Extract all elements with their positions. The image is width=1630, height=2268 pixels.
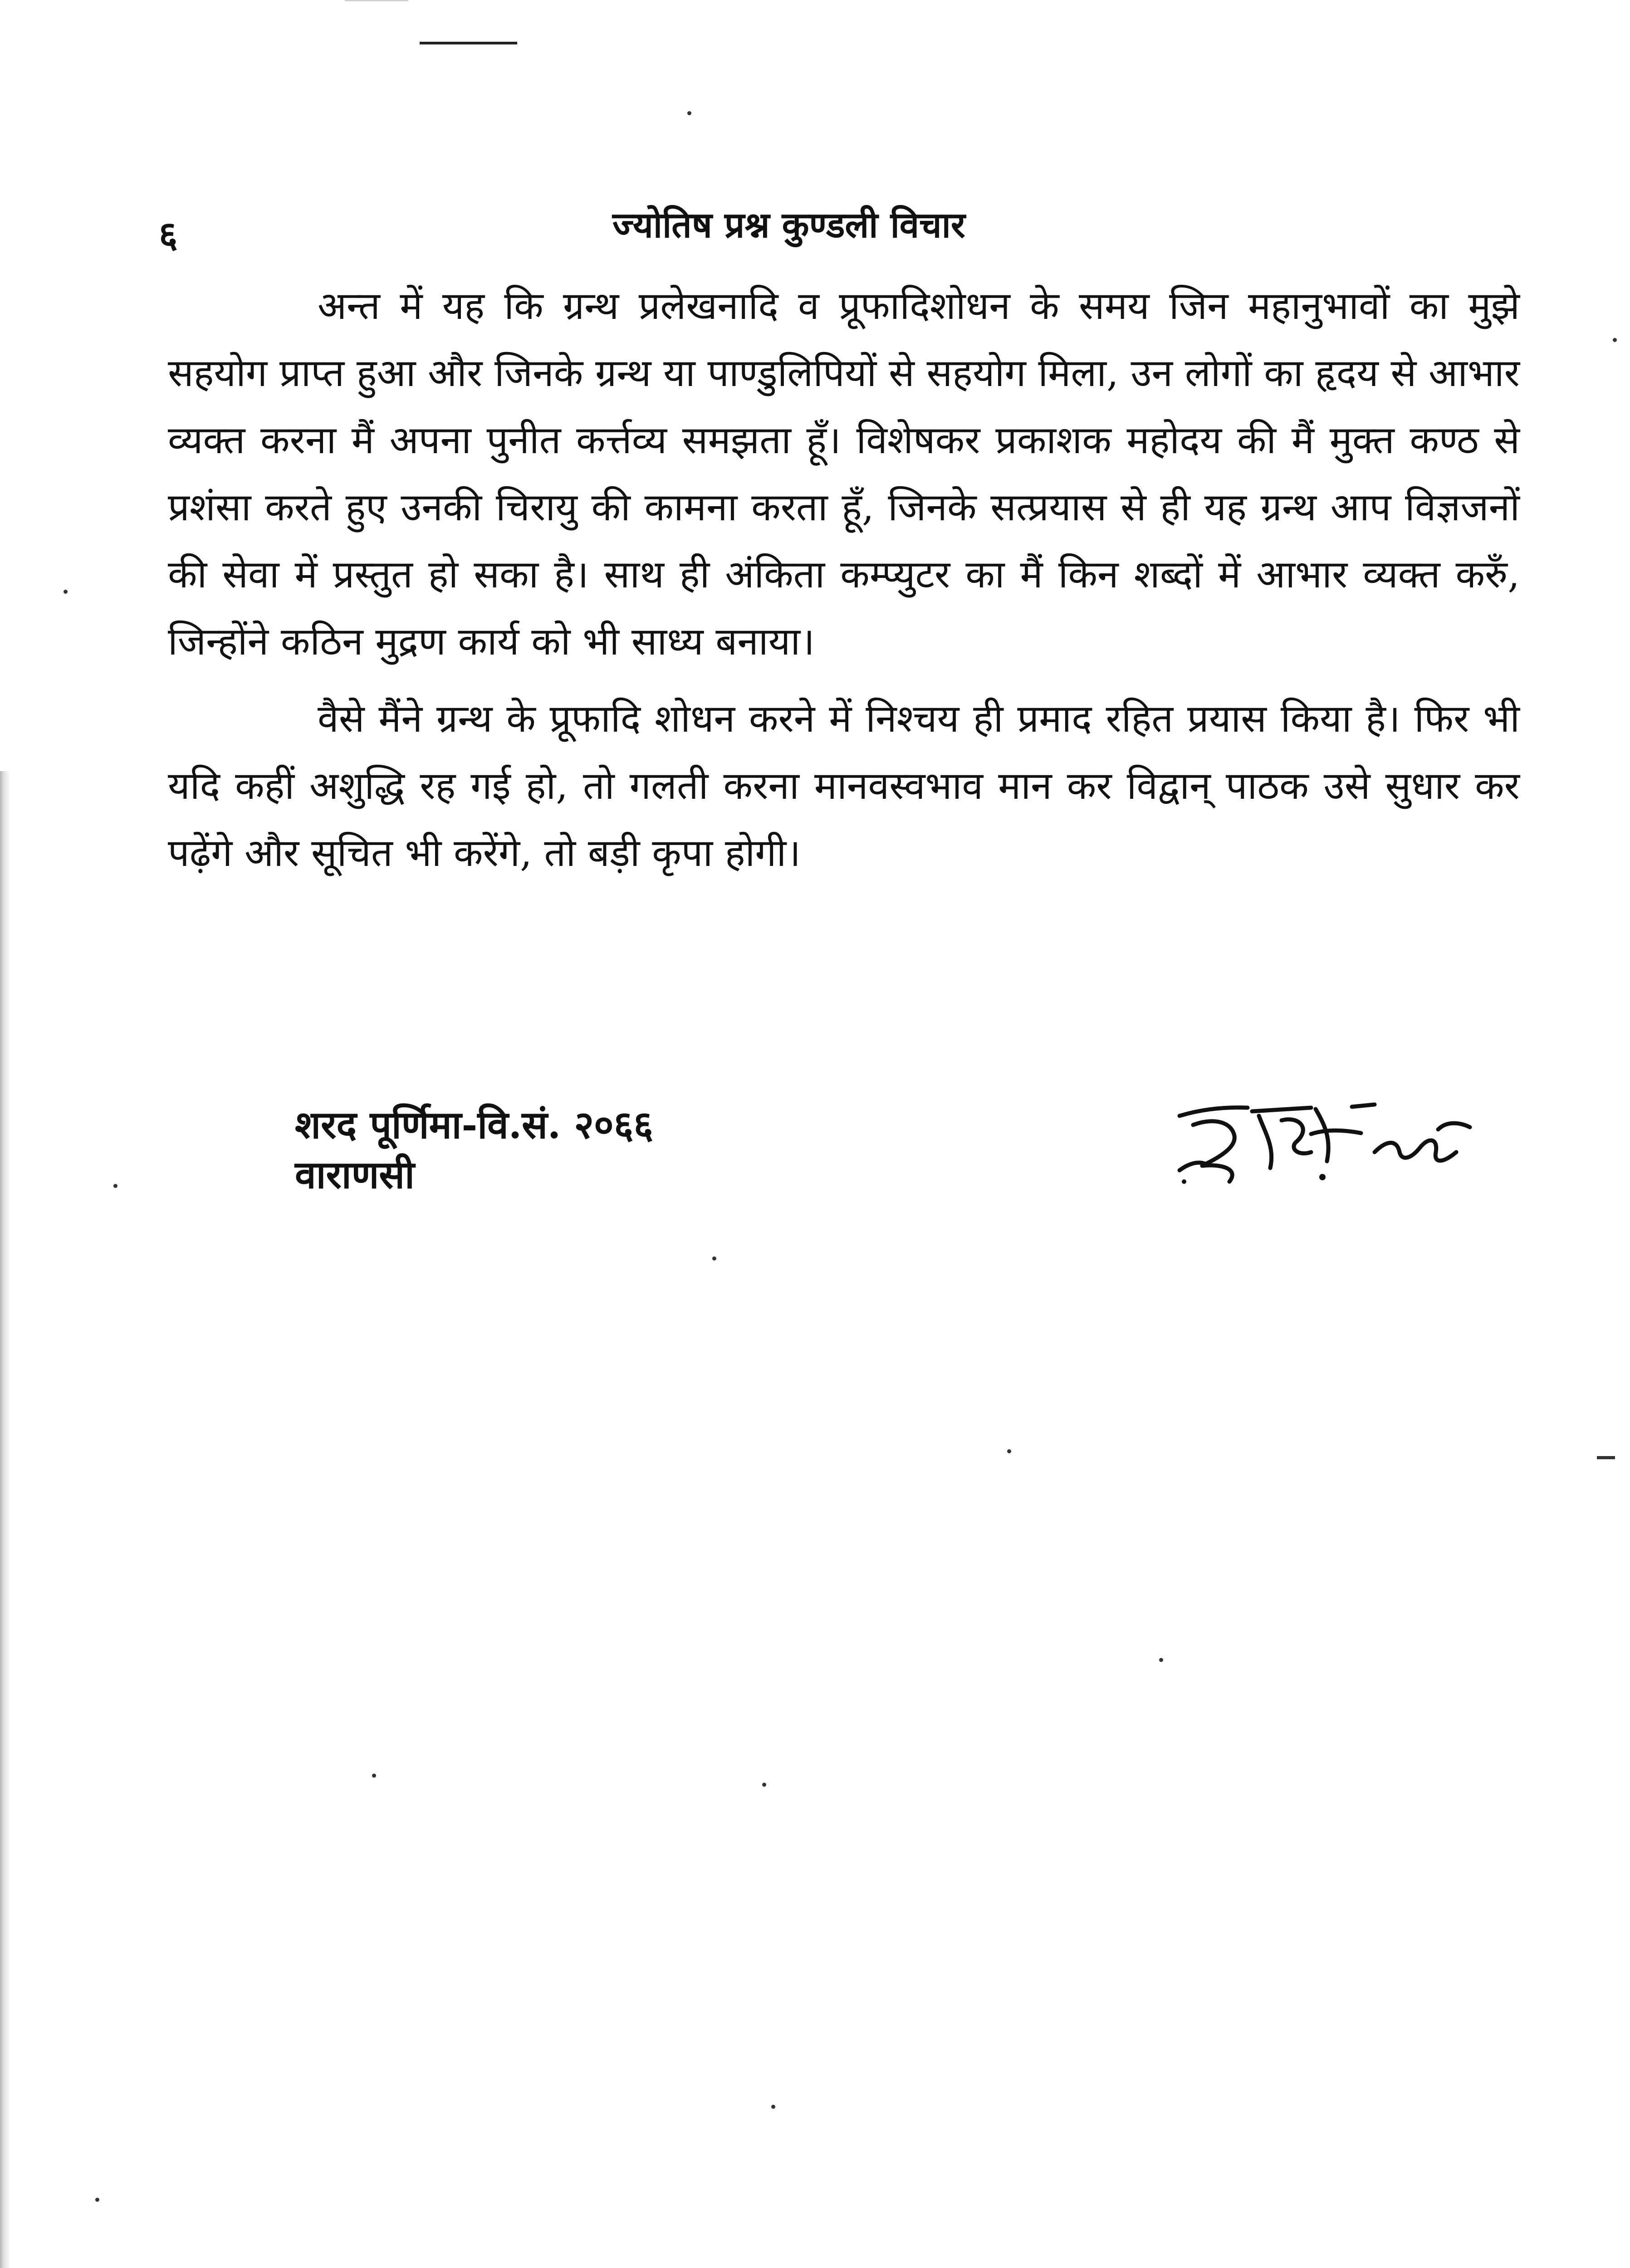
scan-speck bbox=[1007, 1449, 1011, 1453]
running-title: ज्योतिष प्रश्न कुण्डली विचार bbox=[612, 205, 965, 246]
body-text bbox=[168, 272, 1520, 896]
scan-speck bbox=[1613, 338, 1617, 342]
scan-speck bbox=[712, 1256, 716, 1261]
margin-mark bbox=[1597, 1456, 1615, 1459]
scan-speck bbox=[762, 1783, 766, 1787]
top-rule bbox=[420, 42, 517, 44]
scan-speck bbox=[113, 1184, 117, 1188]
page-header bbox=[159, 200, 1520, 256]
scan-speck bbox=[64, 590, 68, 594]
page-number: ६ bbox=[159, 213, 178, 256]
scan-speck bbox=[372, 1774, 376, 1778]
paragraph-apology: वैसे मैंने ग्रन्थ के प्रूफादि शोधन करने में निश्चय ही प्रमाद रहित प्रयास किया है। फिर भी यदि कहीं अशुद्धि रह गई हो, तो गलती करना मानवस्वभाव मान कर विद्वान् पाठक उसे सुधार कर पढ़ेंगे और सूचित भी करेंगे, तो बड़ी कृपा होगी। bbox=[168, 696, 1520, 875]
scan-speck bbox=[687, 111, 691, 115]
scan-speck bbox=[771, 2105, 775, 2109]
handwritten-signature bbox=[1161, 1084, 1488, 1202]
paragraph-acknowledgement: अन्त में यह कि ग्रन्थ प्रलेखनादि व प्रूफादिशोधन के समय जिन महानुभावों का मुझे सहयोग प्राप्त हुआ और जिनके ग्रन्थ या पाण्डुलिपियों से सहयोग मिला, उन लोगों का हृदय से आभार व्यक्त करना मैं अपना पुनीत कर्त्तव्य समझता हूँ। विशेषकर प्रकाशक महोदय की मैं मुक्त कण्ठ से प्रशंसा करते हुए उनकी चिरायु की कामना करता हूँ, जिनके सत्प्रयास से ही यह ग्रन्थ आप विज्ञजनों की सेवा में प्रस्तुत हो सका है। साथ ही अंकिता कम्प्युटर का मैं किन शब्दों में आभार व्यक्त करुँ, जिन्होंने कठिन मुद्रण कार्य को भी साध्य बनाया। bbox=[168, 284, 1520, 664]
closing-block bbox=[295, 1100, 653, 1200]
scan-speck bbox=[1159, 1658, 1163, 1662]
scan-speck bbox=[95, 2198, 99, 2202]
closing-date: शरद पूर्णिमा-वि.सं. २०६६ bbox=[295, 1102, 654, 1147]
binding-edge-shadow bbox=[0, 771, 10, 2268]
scan-edge-line bbox=[345, 0, 408, 1]
closing-place: वाराणसी bbox=[295, 1152, 415, 1197]
